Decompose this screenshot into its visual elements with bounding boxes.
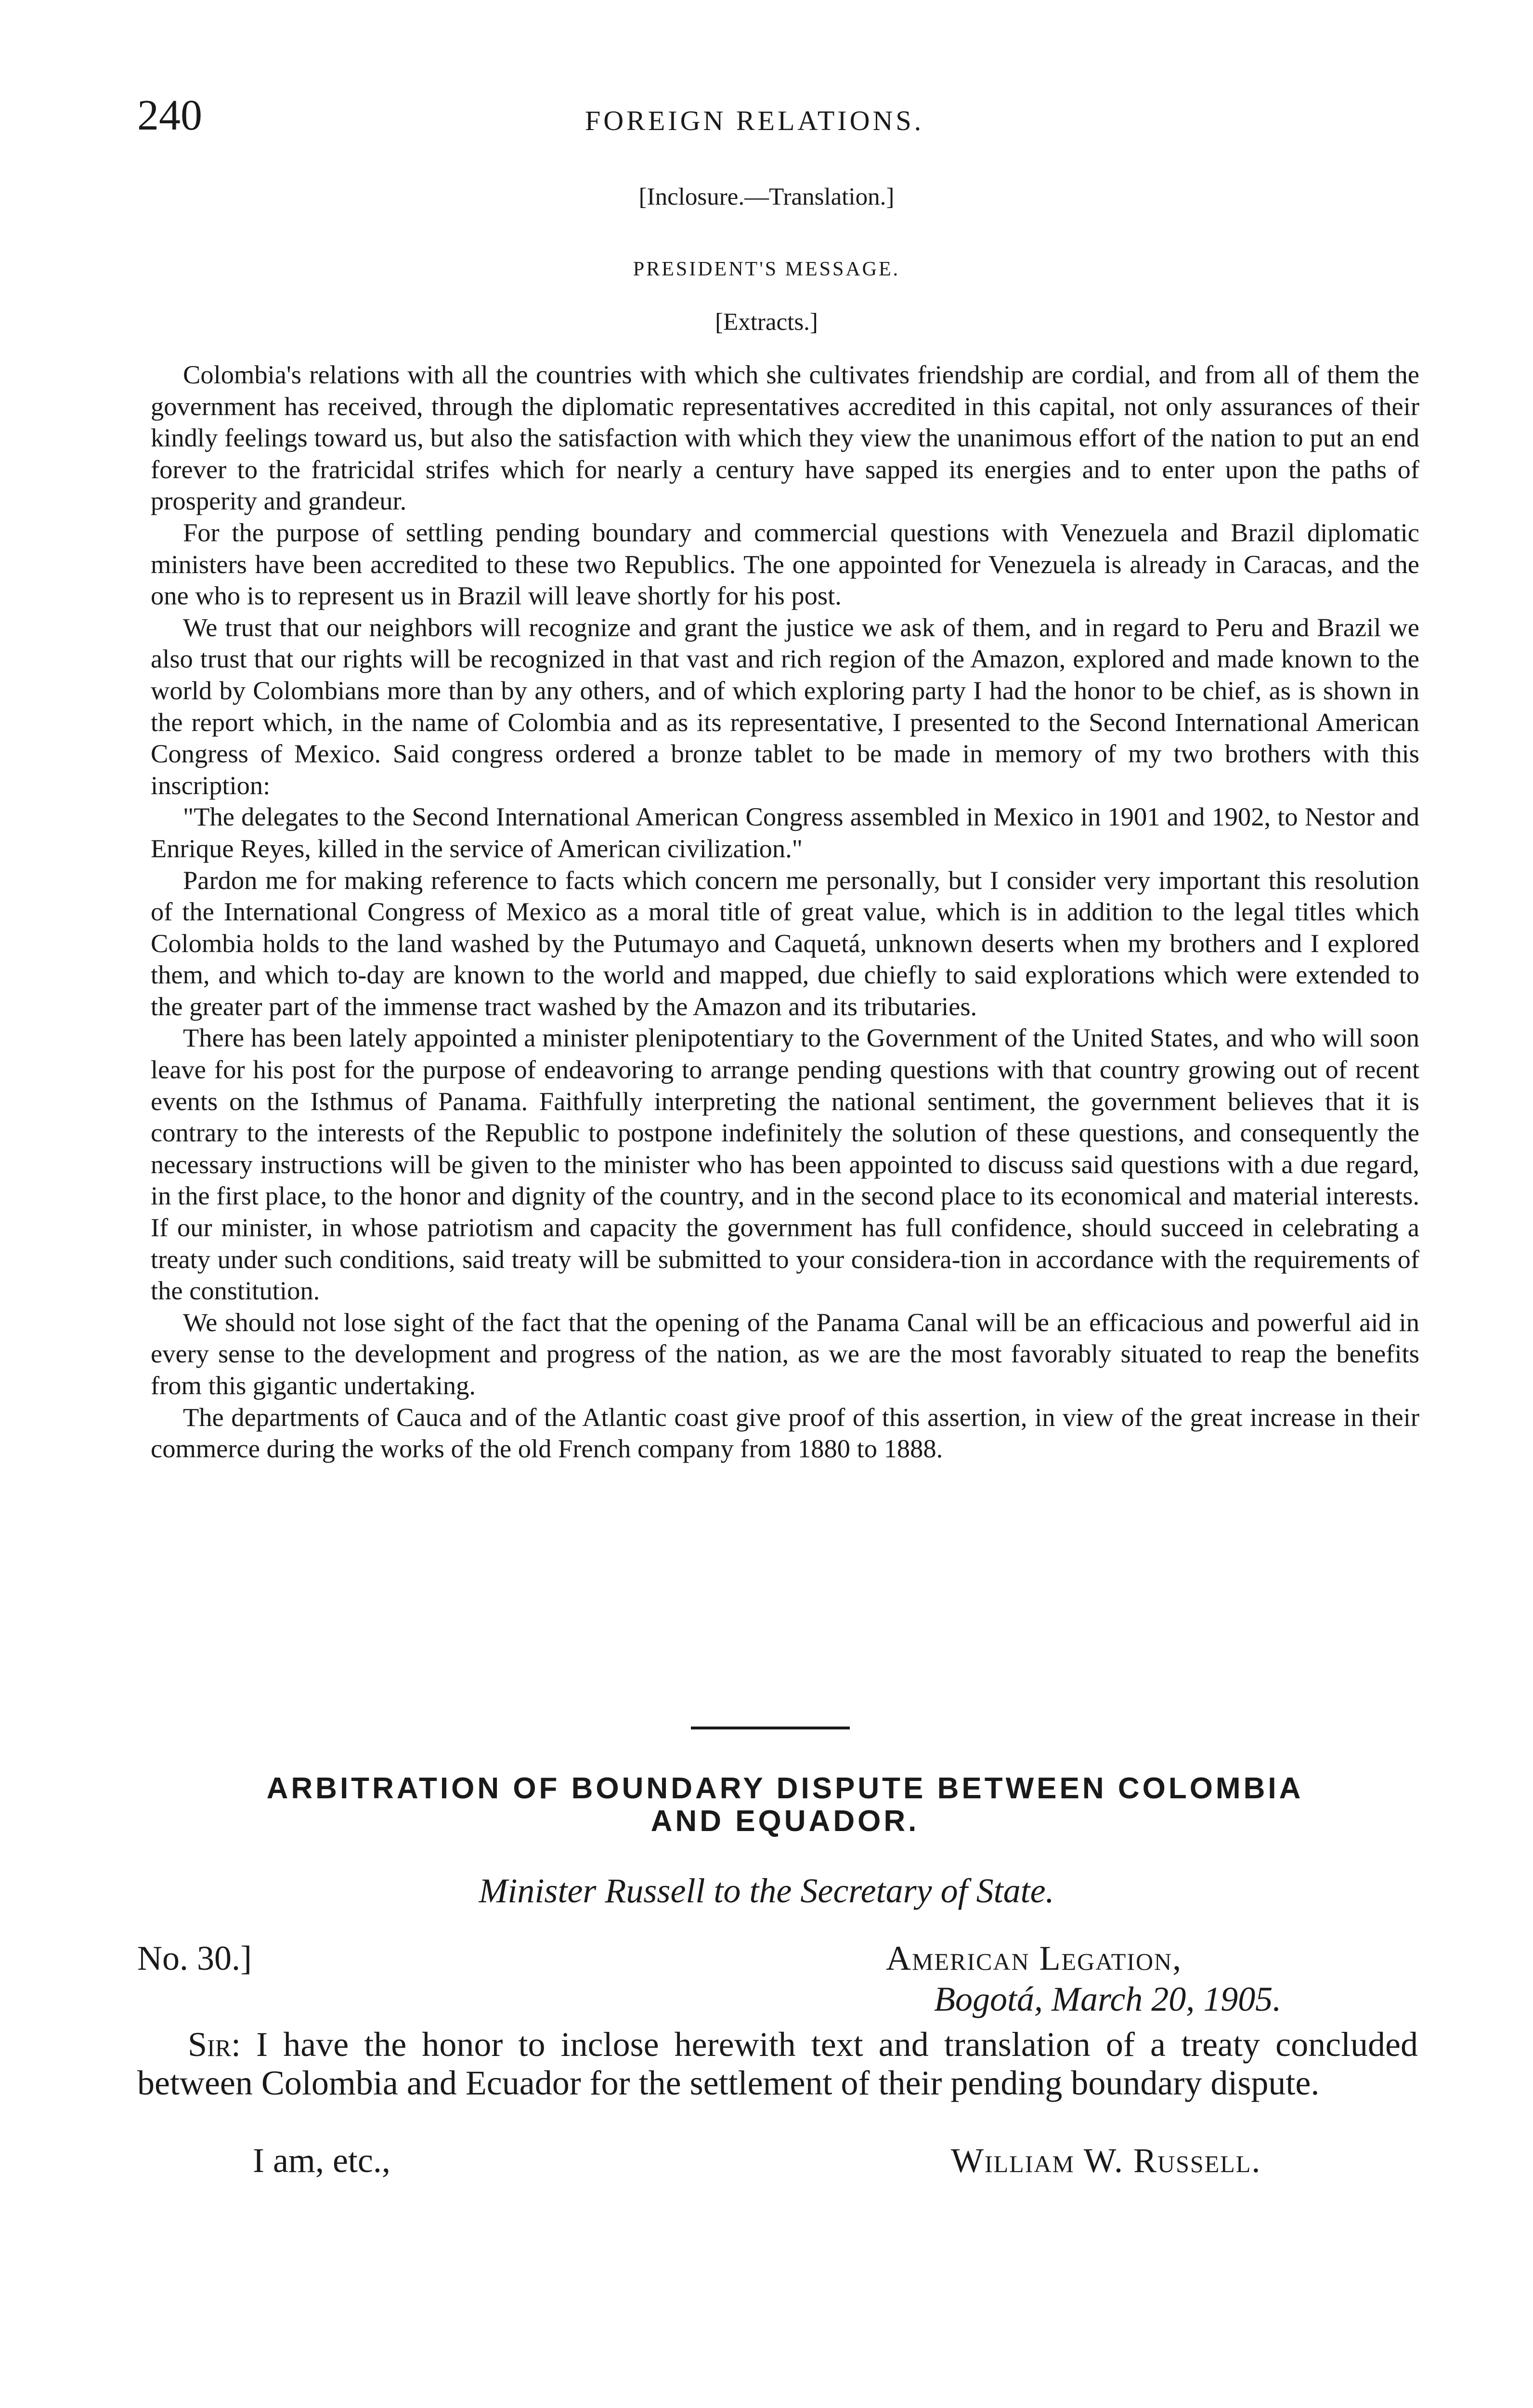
letter-paragraph bbox=[137, 2025, 1418, 2102]
running-head: FOREIGN RELATIONS. bbox=[585, 105, 924, 136]
signature: William W. Russell. bbox=[951, 2141, 1261, 2180]
letter-number: No. 30.] bbox=[137, 1939, 252, 1977]
paragraph: There has been lately appointed a minister plenipotentiary to the Government of the United States, and who will soon leave for his post for the purpose of endeavoring to arrange pending questions with that country growing out of recent events on the Isthmus of Panama. Faithfully interpreting the national sentiment, the government believes that it is contrary to the interests of the Republic to postpone indefinitely the solution of these questions, and consequently the necessary instructions will be given to the minister who has been appointed to discuss said questions with a due regard, in the first place, to the honor and dignity of the country, and in the second place to its economical and material interests. If our minister, in whose patriotism and capacity the government has full confidence, should succeed in celebrating a treaty under such conditions, said treaty will be submitted to your considera-tion in accordance with the requirements of the constitution. bbox=[151, 1023, 1419, 1306]
page-number: 240 bbox=[137, 92, 202, 139]
section-headline bbox=[151, 1772, 1419, 1838]
letter-body bbox=[137, 2025, 1418, 2102]
headline-line-2: AND EQUADOR. bbox=[650, 1805, 920, 1838]
section-divider bbox=[691, 1727, 850, 1729]
legation: American Legation, bbox=[886, 1939, 1182, 1977]
closing: I am, etc., bbox=[253, 2141, 390, 2180]
paragraph: Colombia's relations with all the countries with which she cultivates friendship are cordial, and from all of them the government has received, through the diplomatic representatives accredited in this capital, not only assurances of their kindly feelings toward us, but also the satisfaction with which they view the unanimous effort of the nation to put an end forever to the fratricidal strifes which for nearly a century have sapped its energies and to enter upon the paths of prosperity and grandeur. bbox=[151, 360, 1419, 516]
paragraph: We should not lose sight of the fact that the opening of the Panama Canal will be an efficacious and powerful aid in every sense to the development and progress of the nation, as we are the most favorably situated to reap the benefits from this gigantic undertaking. bbox=[151, 1307, 1419, 1400]
letter-text: I have the honor to inclose herewith text and translation of a treaty concluded between Colombia and Ecuador for the settlement of their pending boundary dispute. bbox=[137, 2025, 1418, 2102]
headline-line-1: ARBITRATION OF BOUNDARY DISPUTE BETWEEN COLOMBIA bbox=[266, 1772, 1304, 1805]
message-title: PRESIDENT'S MESSAGE. bbox=[633, 258, 900, 280]
inscription-quote: "The delegates to the Second International American Congress assembled in Mexico in 1901 and 1902, to Nestor and Enrique Reyes, killed in the service of American civilization." bbox=[151, 802, 1419, 863]
extracts-label: [Extracts.] bbox=[715, 309, 818, 336]
salutation: Sir: bbox=[188, 2025, 241, 2064]
message-body bbox=[151, 359, 1419, 1465]
byline: Minister Russell to the Secretary of State. bbox=[479, 1871, 1054, 1910]
paragraph: For the purpose of settling pending boundary and commercial questions with Venezuela and Brazil diplomatic ministers have been accredited to these two Republics. The one appointed for Venezuela is already in Caracas, and the one who is to represent us in Brazil will leave shortly for his post. bbox=[151, 517, 1419, 611]
paragraph: We trust that our neighbors will recognize and grant the justice we ask of them, and in regard to Peru and Brazil we also trust that our rights will be recognized in that vast and rich region of the Amazon, explored and made known to the world by Colombians more than by any others, and of which exploring party I had the honor to be chief, as is shown in the report which, in the name of Colombia and as its representative, I presented to the Second International American Congress of Mexico. Said congress ordered a bronze tablet to be made in memory of my two brothers with this inscription: bbox=[151, 612, 1419, 800]
paragraph: The departments of Cauca and of the Atlantic coast give proof of this assertion, in view of the great increase in their commerce during the works of the old French company from 1880 to 1888. bbox=[151, 1402, 1419, 1464]
paragraph: Pardon me for making reference to facts which concern me personally, but I consider very important this resolution of the International Congress of Mexico as a moral title of great value, which is in addition to the legal titles which Colombia holds to the land washed by the Putumayo and Caquetá, unknown deserts when my brothers and I explored them, and which to-day are known to the world and mapped, due chiefly to said explorations which were extended to the greater part of the immense tract washed by the Amazon and its tributaries. bbox=[151, 865, 1419, 1021]
inclosure-label: [Inclosure.—Translation.] bbox=[638, 183, 895, 210]
place-date: Bogotá, March 20, 1905. bbox=[934, 1980, 1282, 2018]
